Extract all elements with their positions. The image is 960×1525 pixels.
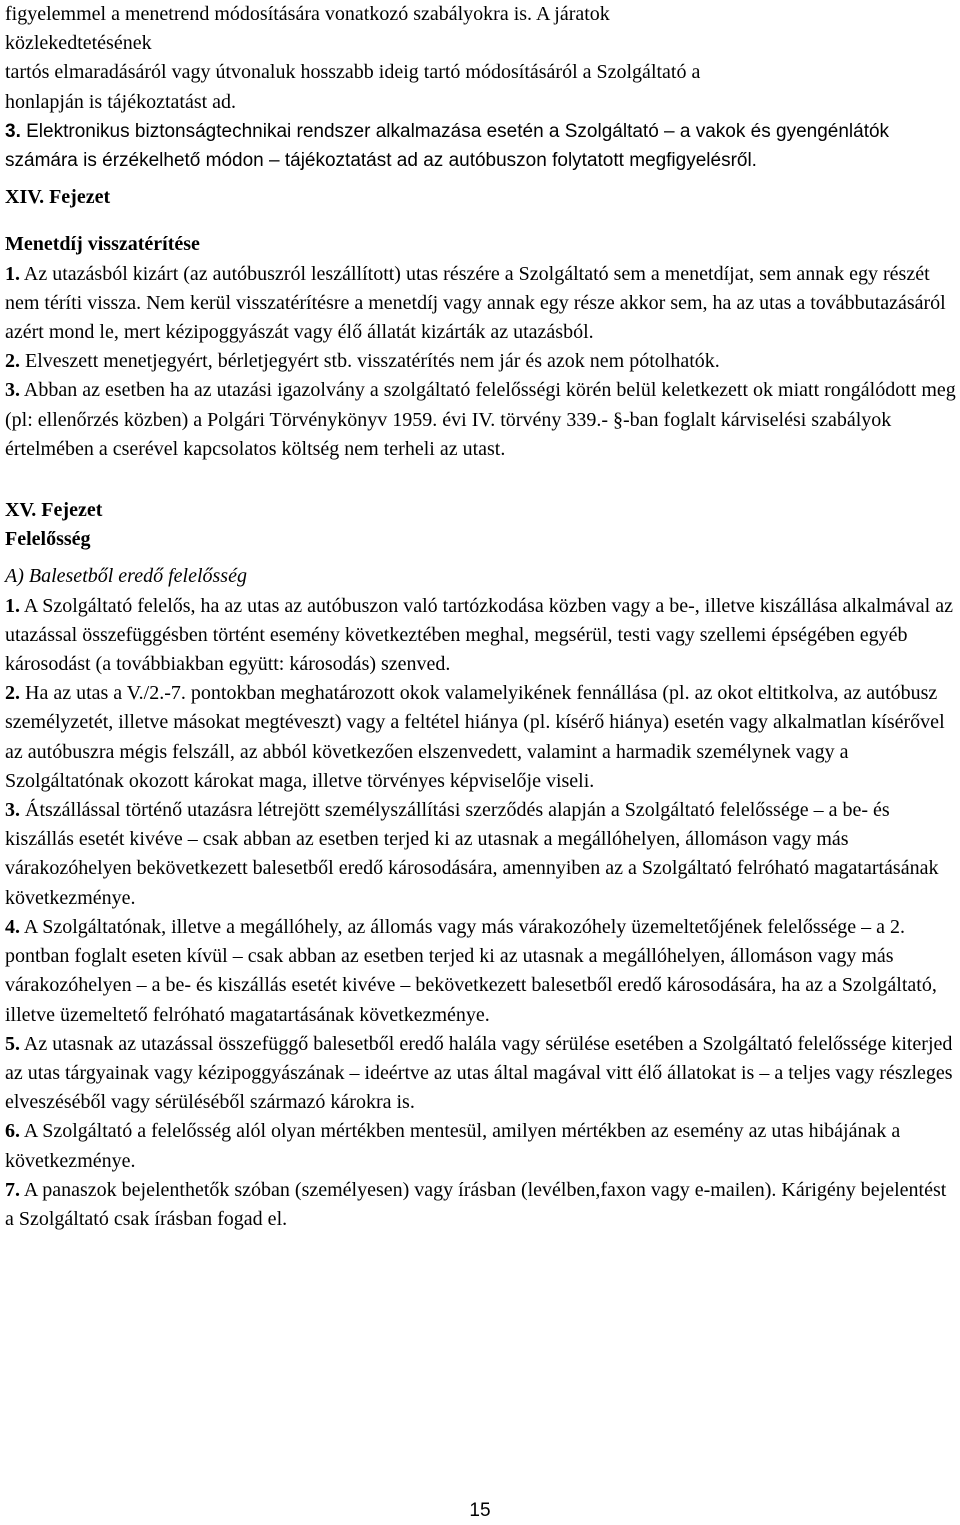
intro-line: közlekedtetésének bbox=[5, 32, 152, 55]
item-text: Ha az utas a V./2.-7. pontokban meghatározott okok valamelyikének fennállása (pl. az okot eltitkolva, az autóbusz személyzetét, illetve másokat megtéveszt) vagy a feltétel hiánya (pl. kísérő hiánya) esetén vagy alkalmatlan kísérővel az autóbuszra mégis felszáll, az abból következően elszenvedett, valamint a harmadik személynek vagy a Szolgáltatónak okozott károkat maga, illetve törvényes képviselője viseli. bbox=[5, 682, 945, 792]
spacer bbox=[5, 212, 957, 230]
list-item bbox=[5, 260, 957, 348]
intro-line: tartós elmaradásáról vagy útvonaluk hosszabb ideig tartó módosításáról a Szolgáltató a bbox=[5, 61, 701, 84]
item-text: Az utazásból kizárt (az autóbuszról leszállított) utas részére a Szolgáltató sem a menetdíjat, sem annak egy részét nem téríti vissza. Nem kerül visszatérítésre a menetdíj vagy annak egy része akkor sem, ha az utas a továbbutazásáról azért mond le, mert kézipoggyászát vagy élő állatát kizárták az utazásból. bbox=[5, 262, 946, 344]
intro-line: honlapján is tájékoztatást ad. bbox=[5, 90, 237, 113]
chapter-14-title: XIV. Fejezet bbox=[5, 186, 111, 209]
list-item bbox=[5, 1030, 957, 1118]
spacer bbox=[5, 464, 957, 496]
item-number: 1. bbox=[5, 262, 20, 285]
list-item bbox=[5, 347, 957, 376]
item-3-electronic-security bbox=[5, 117, 957, 175]
item-number: 4. bbox=[5, 915, 20, 938]
intro-paragraph bbox=[5, 0, 957, 117]
list-item bbox=[5, 913, 957, 1030]
chapter-14-subtitle: Menetdíj visszatérítése bbox=[5, 233, 200, 256]
spacer bbox=[5, 554, 957, 562]
chapter-15-subtitle: Felelősség bbox=[5, 528, 91, 551]
chapter-14-items bbox=[5, 260, 957, 464]
item-number: 6. bbox=[5, 1120, 20, 1143]
list-item bbox=[5, 1176, 957, 1234]
item-text: Elveszett menetjegyért, bérletjegyért stb. visszatérítés nem jár és azok nem pótolhatók. bbox=[20, 350, 720, 373]
item-text: Elektronikus biztonságtechnikai rendszer alkalmazása esetén a Szolgáltató – a vakok és gyengénlátók számára is érzékelhető módon – tájékoztatást ad az autóbuszon folytatott megfigyelésről. bbox=[5, 120, 890, 172]
item-text: Átszállással történő utazásra létrejött személyszállítási szerződés alapján a Szolgáltató felelőssége – a be- és kiszállás esetét kivéve – csak abban az esetben terjed ki az utasnak a megállóhelyen, állomáson vagy más várakozóhelyen bekövetkezett balesetből eredő károsodására, amennyiben az a Szolgáltató felróható magatartásának következménye. bbox=[5, 799, 939, 909]
item-number: 3. bbox=[5, 799, 20, 822]
item-text: A Szolgáltatónak, illetve a megállóhely, az állomás vagy más várakozóhely üzemeltetőjének felelőssége – a 2. pontban foglalt eseten kívül – csak abban az esetben terjed ki az utasnak a megállóhelyen, állomáson vagy más várakozóhelyen – a be- és kiszállás esetét kivéve – bekövetkezett balesetből eredő károsodására, ha az a Szolgáltató, illetve üzemeltető felróható magatartásának következménye. bbox=[5, 915, 937, 1026]
item-text: A panaszok bejelenthetők szóban (személyesen) vagy írásban (levélben,faxon vagy e-mailen). Kárigény bejelentést a Szolgáltató csak írásban fogad el. bbox=[5, 1178, 947, 1230]
chapter-15-title: XV. Fejezet bbox=[5, 499, 103, 522]
list-item bbox=[5, 679, 957, 796]
item-text: A Szolgáltató felelős, ha az utas az autóbuszon való tartózkodása közben vagy a be-, illetve kiszállása alkalmával az utazással összefüggésben történt esemény következtében meghal, megsérül, testi vagy szellemi épségében egyéb károsodást (a továbbiakban együtt: károsodás) szenved. bbox=[5, 594, 953, 676]
list-item bbox=[5, 592, 957, 680]
item-number: 7. bbox=[5, 1178, 20, 1201]
item-number: 5. bbox=[5, 1032, 20, 1055]
list-item bbox=[5, 796, 957, 913]
item-number: 3. bbox=[5, 120, 21, 142]
intro-line: figyelemmel a menetrend módosítására vonatkozó szabályokra is. A járatok bbox=[5, 3, 610, 25]
item-number: 1. bbox=[5, 594, 20, 617]
list-item bbox=[5, 1117, 957, 1175]
item-number: 2. bbox=[5, 682, 20, 705]
item-text: Abban az esetben ha az utazási igazolvány a szolgáltató felelősségi körén belül keletkezett ok miatt rongálódott meg (pl: ellenőrzés közben) a Polgári Törvénykönyv 1959. évi IV. törvény 339.- §-ban foglalt kárviselési szabályok értelmében a cserével kapcsolatos költség nem terheli az utast. bbox=[5, 379, 956, 460]
item-number: 3. bbox=[5, 379, 20, 402]
item-text: Az utasnak az utazással összefüggő balesetből eredő halála vagy sérülése esetében a Szolgáltató felelőssége kiterjed az utas tárgyainak vagy kézipoggyászának – ideértve az utas által magával vitt élő állatokat is – a teljes vagy részleges elveszéséből vagy sérüléséből származó károkra is. bbox=[5, 1032, 953, 1114]
spacer bbox=[5, 175, 957, 183]
list-item bbox=[5, 376, 957, 464]
item-number: 2. bbox=[5, 350, 20, 373]
page-number: 15 bbox=[469, 1500, 491, 1521]
document-page bbox=[5, 0, 957, 1234]
section-a-title: A) Balesetből eredő felelősség bbox=[5, 565, 247, 588]
item-text: A Szolgáltató a felelősség alól olyan mértékben mentesül, amilyen mértékben az esemény az utas hibájának a következménye. bbox=[5, 1120, 901, 1172]
chapter-15-items bbox=[5, 592, 957, 1234]
